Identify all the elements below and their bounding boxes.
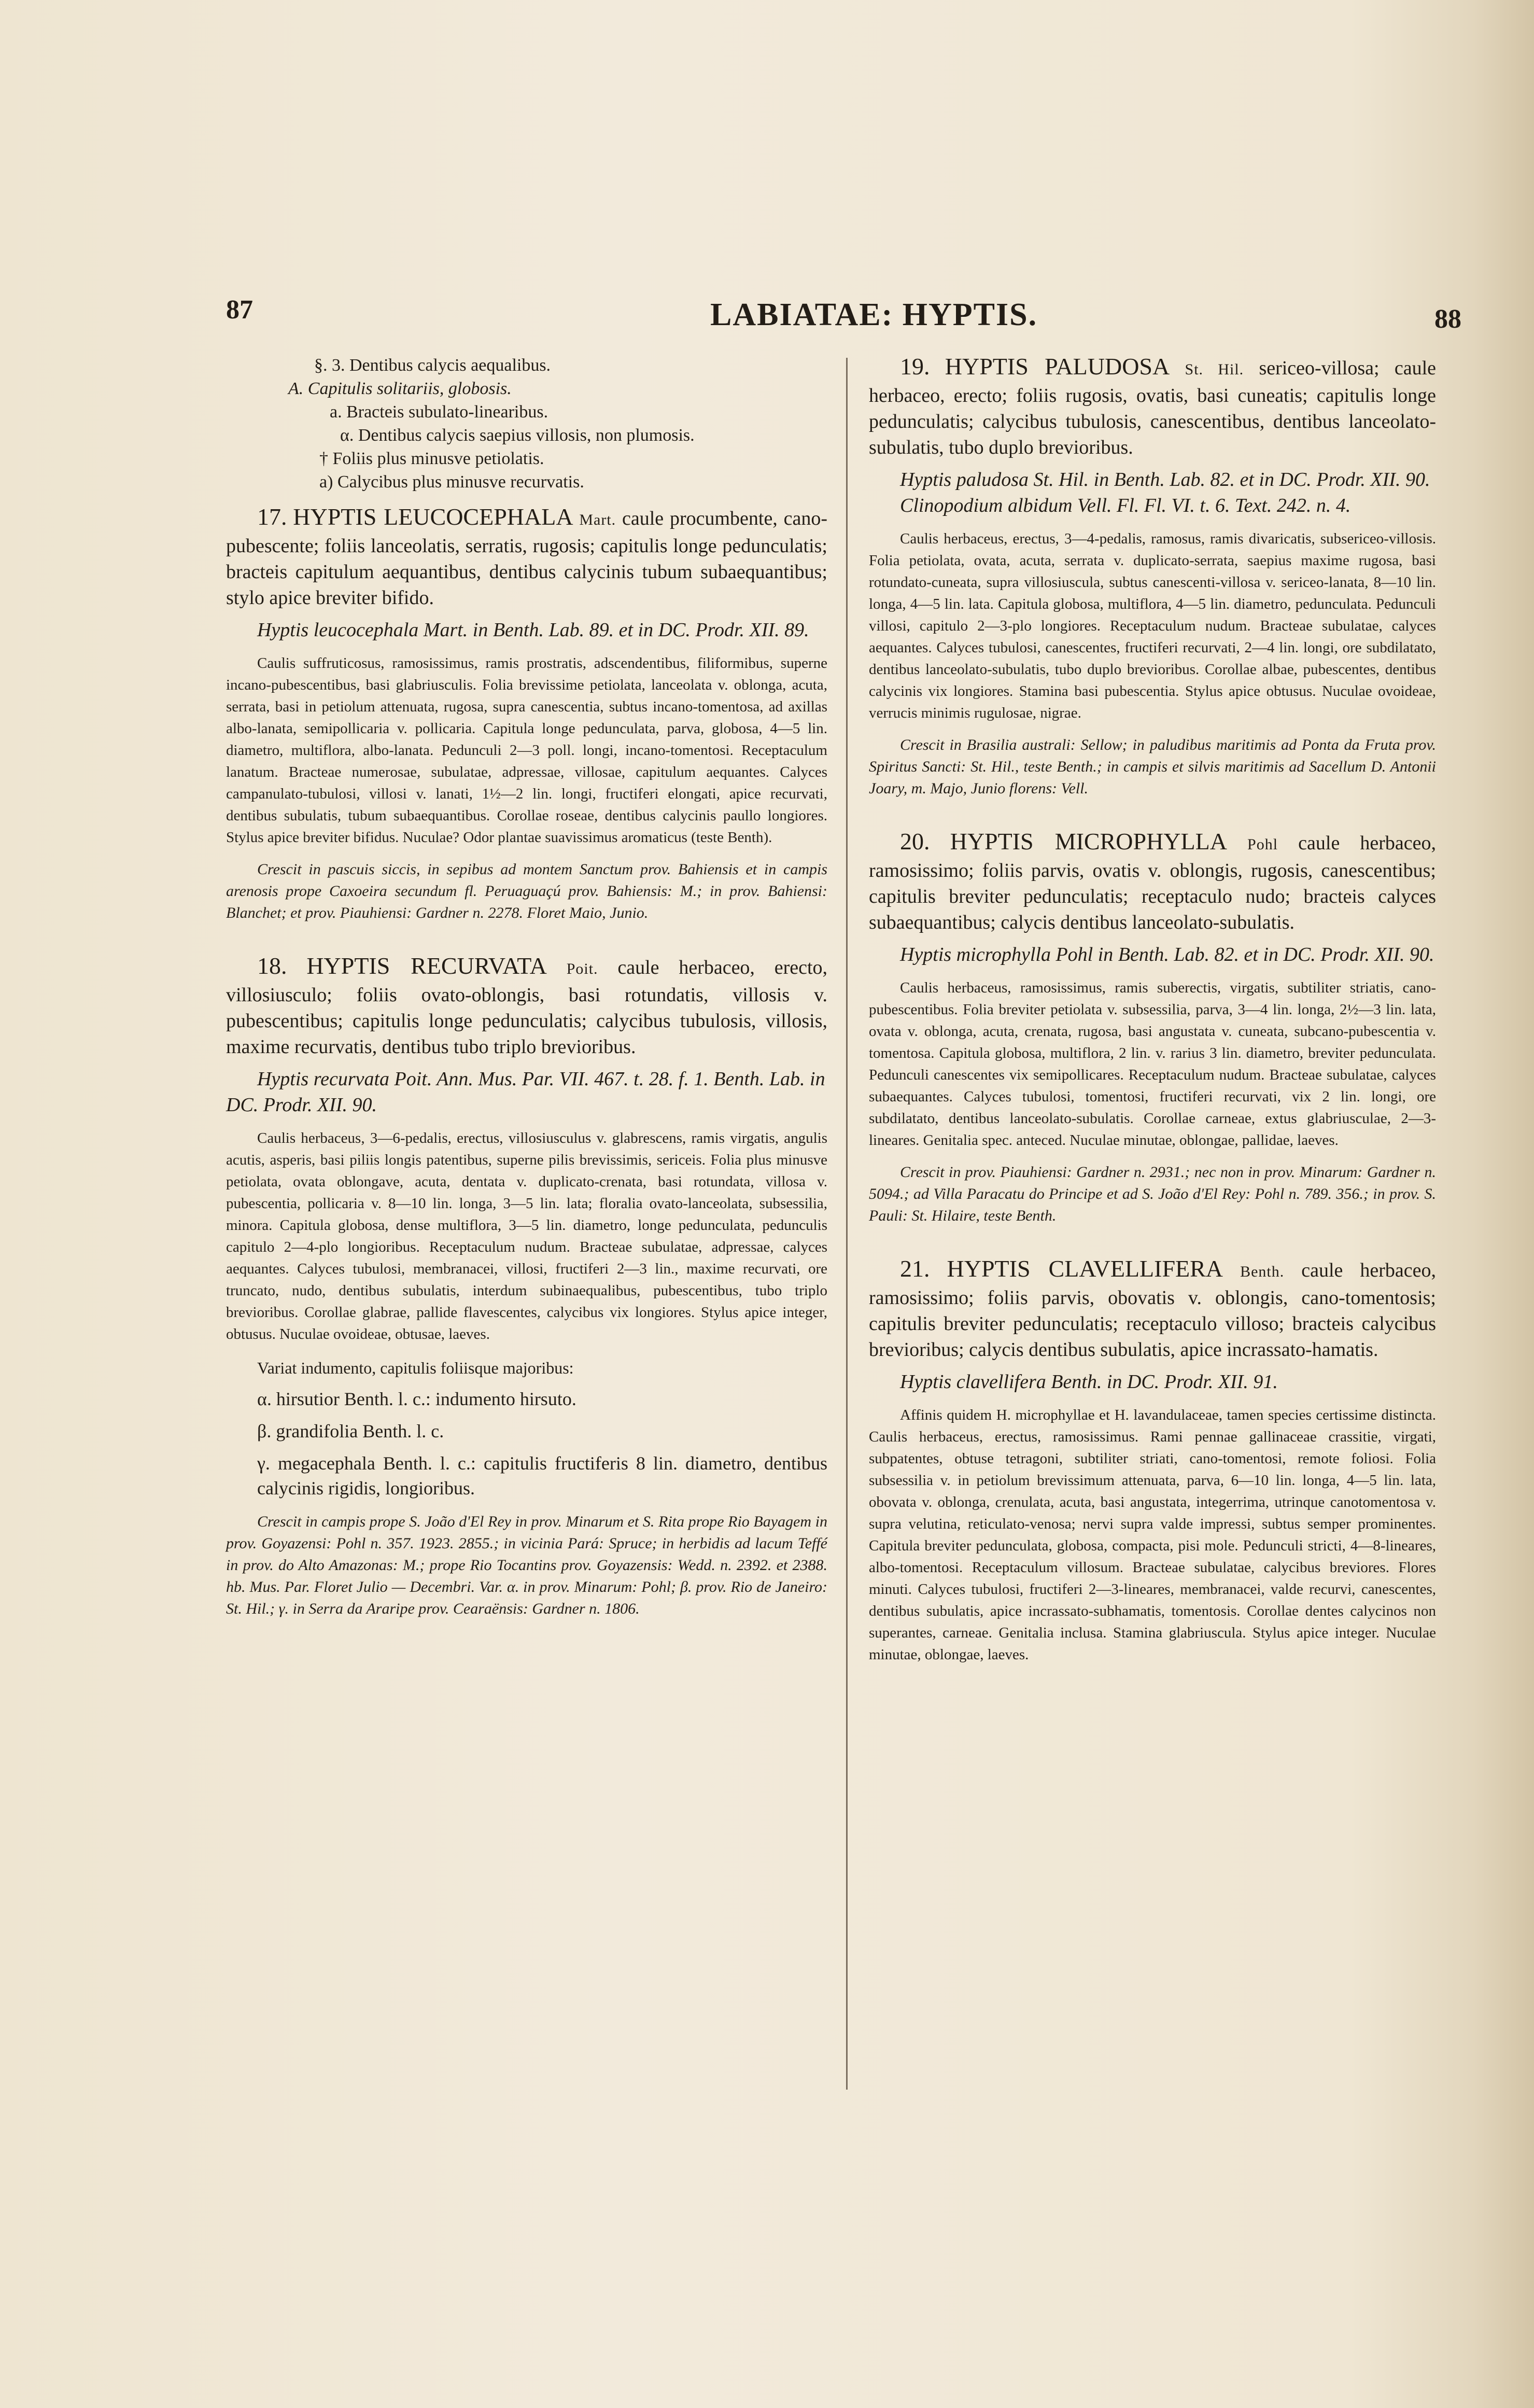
- habitat-18: Crescit in campis prope S. João d'El Rey in prov. Minarum et S. Rita prope Rio Bayagem in prov. Goyazensi: Pohl n. 357. 1923. 2855.; in vicinia Pará: Spruce; in herbidis ad lacum Teffé in prov. do Alto Amazonas: M.; prope Rio Tocantins prov. Goyazensis: Wedd. n. 2392. et 2388. hb. Mus. Par. Floret Julio — Decembri. Var. α. in prov. Minarum: Pohl; β. prov. Rio de Janeiro: St. Hil.; γ. in Serra da Araripe prov. Cearaënsis: Gardner n. 1806.: [226, 1513, 827, 1617]
- species-author: St. Hil.: [1185, 361, 1244, 378]
- habitat-20: Crescit in prov. Piauhiensi: Gardner n. 2931.; nec non in prov. Minarum: Gardner n. 5094.; ad Villa Paracatu do Principe et ad S. João d'El Rey: Pohl n. 789. 356.; in prov. S. Pauli: St. Hilaire, teste Benth.: [869, 1164, 1436, 1224]
- synonymy-21: Hyptis clavellifera Benth. in DC. Prodr. XII. 91.: [900, 1371, 1278, 1393]
- species-number: 20.: [900, 828, 930, 855]
- species-author: Poit.: [566, 960, 598, 977]
- subdivision-heading: α. Dentibus calycis saepius villosis, non plumosis.: [340, 426, 695, 445]
- subdivision-heading: † Foliis plus minusve petiolatis.: [319, 449, 544, 468]
- habitat-19: Crescit in Brasilia australi: Sellow; in paludibus maritimis ad Ponta da Fruta prov. Spiritus Sancti: St. Hil., teste Benth.; in campis et silvis maritimis ad Sacellum D. Antonii Joary, m. Majo, Junio florens: Vell.: [869, 736, 1436, 797]
- species-diagnosis-21: [869, 1256, 1436, 1363]
- species-number: 19.: [900, 353, 930, 380]
- diagnosis-text: caule herbaceo, ramosissimo; foliis parvis, obovatis v. oblongis, cano-tomentosis; capitulis breviter pedunculatis; receptaculo villoso; bracteis calycibus brevioribus; calycis dentibus subulatis, apice incrassato-hamatis.: [869, 1259, 1437, 1361]
- species-diagnosis-17: [226, 504, 827, 611]
- species-name: HYPTIS RECURVATA: [306, 953, 547, 979]
- synonymy-19b: Clinopodium albidum Vell. Fl. Fl. VI. t. 6. Text. 242. n. 4.: [900, 495, 1351, 516]
- diagnosis-text: caule herbaceo, erecto, villosiusculo; foliis ovato-oblongis, basi rotundatis, villosis v. pubescentibus; capitulis longe pedunculatis; calycibus tubulosis, villosis, maxime recurvatis, dentibus tubo triplo brevioribus.: [226, 957, 828, 1058]
- left-page-number: 87: [226, 295, 253, 325]
- description-17: Caulis suffruticosus, ramosissimus, ramis prostratis, adscendentibus, filiformibus, superne incano-pubescentibus, basi glabriusculis. Folia brevissime petiolata, lanceolata v. oblonga, acuta, serrata, basi in petiolum attenuata, rugosa, supra canescentia, subtus incano-tomentosa, ad axillas albo-lanata, semipollicaria v. pollicaria. Capitula longe pedunculata, parva, globosa, 4—5 lin. diametro, multiflora, albo-lanata. Pedunculi 2—3 poll. longi, incano-tomentosi. Receptaculum lanatum. Bracteae numerosae, subulatae, adpressae, villosae, capitulum aequantes. Calyces campanulato-tubulosi, villosi v. lanati, 1½—2 lin. longi, fructiferi elongati, apice recurvati, dentibus subulatis, tubum subaequantibus. Corollae roseae, dentibus calycinis paullo longiores. Stylus apice breviter bifidus. Nuculae? Odor plantae suavissimus aromaticus (teste Benth).: [226, 655, 827, 846]
- section-heading: §. 3. Dentibus calycis aequalibus.: [314, 356, 551, 375]
- description-18: Caulis herbaceus, 3—6-pedalis, erectus, villosiusculus v. glabrescens, ramis virgatis, angulis acutis, asperis, basi piliis longis patentibus, superne pilis brevissimis, sericeis. Folia plus minusve petiolata, ovata oblongave, acuta, dentata v. duplicato-crenata, basi rotundata, villosa v. pubescentia, pollicaria v. 8—10 lin. longa, 3—5 lin. lata; floralia ovato-lanceolata, subsessilia, minora. Capitula globosa, dense multiflora, 3—5 lin. diametro, longe pedunculata, pedunculis capitulo 2—4-plo longioribus. Receptaculum nudum. Bracteae subulatae, adpressae, calyces aequantes. Calyces tubulosi, membranacei, villosi, fructiferi 2—3 lin., maxime recurvati, ore truncato, nudo, dentibus subulatis, interdum subinaequalibus, pubescentibus, tubo triplo brevioribus. Corollae glabrae, pallide flavescentes, calycibus vix longiores. Stylus apice integer, obtusus. Nuculae ovoideae, obtusae, laeves.: [226, 1130, 827, 1342]
- description-19: Caulis herbaceus, erectus, 3—4-pedalis, ramosus, ramis divaricatis, subsericeo-villosis. Folia petiolata, ovata, acuta, serrata v. duplicato-serrata, saepius maxime rugosa, basi rotundato-cuneata, supra villosiuscula, subtus canescenti-villosa v. sericeo-lanata, 8—10 lin. longa, 4—5 lin. lata. Capitula globosa, multiflora, 4—5 lin. diametro, pedunculata. Pedunculi villosi, capitulo 2—3-plo longiores. Receptaculum nudum. Bracteae subulatae, calyces aequantes. Calyces tubulosi, canescentes, fructiferi recurvati, 2—4 lin. longi, ore subdilatato, dentibus lanceolato-subulatis, tubo duplo brevioribus. Corollae albae, pubescentes, dentibus calycinis vix longiores. Stamina basi pubescentia. Stylus apice obtusus. Nuculae ovoideae, verrucis minimis rugulosae, nigrae.: [869, 530, 1436, 721]
- diagnosis-text: caule herbaceo, ramosissimo; foliis parvis, ovatis v. oblongis, rugosis, canescentibus; capitulis breviter pedunculatis; receptaculo nudo; bracteis calyces subaequantibus; calycis dentibus lanceolato-subulatis.: [869, 832, 1437, 933]
- species-diagnosis-18: [226, 953, 827, 1060]
- synonymy-18: Hyptis recurvata Poit. Ann. Mus. Par. VII. 467. t. 28. f. 1. Benth. Lab. in DC. Prodr. XII. 90.: [226, 1068, 825, 1116]
- species-number: 21.: [900, 1255, 930, 1282]
- variety-intro: Variat indumento, capitulis foliisque majoribus:: [257, 1359, 574, 1377]
- diagnosis-text: caule procumbente, cano-pubescente; foliis lanceolatis, serratis, rugosis; capitulis longe pedunculatis; bracteis capitulum aequantibus, dentibus calycinis tubum subaequantibus; stylo apice breviter bifido.: [226, 508, 827, 609]
- species-author: Pohl: [1247, 836, 1278, 853]
- variety-beta: β. grandifolia Benth. l. c.: [257, 1421, 444, 1441]
- synonymy-20: Hyptis microphylla Pohl in Benth. Lab. 82. et in DC. Prodr. XII. 90.: [900, 944, 1434, 965]
- species-name: HYPTIS PALUDOSA: [945, 353, 1170, 380]
- species-name: HYPTIS LEUCOCEPHALA: [293, 503, 573, 530]
- diagnosis-text: sericeo-villosa; caule herbaceo, erecto; foliis rugosis, ovatis, basi cuneatis; capitulis longe pedunculatis; calycibus tubulosis, canescentibus, dentibus lanceolato-subulatis, tubo duplo brevioribus.: [869, 357, 1437, 458]
- division-heading: A. Capitulis solitariis, globosis.: [288, 379, 512, 398]
- species-diagnosis-20: [869, 829, 1436, 935]
- synonymy-19a: Hyptis paludosa St. Hil. in Benth. Lab. 82. et in DC. Prodr. XII. 90.: [900, 469, 1430, 491]
- species-author: Mart.: [579, 511, 616, 528]
- left-column: [226, 354, 827, 1620]
- species-number: 17.: [257, 503, 287, 530]
- description-20: Caulis herbaceus, ramosissimus, ramis suberectis, virgatis, subtiliter striatis, cano-pubescentibus. Folia breviter petiolata v. subsessilia, parva, 3—4 lin. longa, 2½—3 lin. lata, ovata v. oblonga, acuta, crenata, rugosa, basi angustata v. cuneata, subcano-pubescentia v. tomentosa. Capitula globosa, multiflora, 2 lin. v. rarius 3 lin. diametro, breviter pedunculata. Pedunculi canescentes vix semipollicares. Receptaculum nudum. Bracteae subulatae, calyces subaequantes. Calyces tubulosi, tomentosi, fructiferi recurvati, vix 2 lin. longi, ore subdilatato, dentibus lanceolato-subulatis. Corollae carneae, extus glabriusculae, 2—3-lineares. Genitalia spec. anteced. Nuculae minutae, oblongae, pallidae, laeves.: [869, 979, 1436, 1149]
- species-number: 18.: [257, 953, 287, 979]
- description-21: Affinis quidem H. microphyllae et H. lavandulaceae, tamen species certissime distincta. Caulis herbaceus, erectus, ramosissimus. Rami pennae gallinaceae crassitie, virgati, subpatentes, obtuse tetragoni, subtiliter striati, cano-tomentosi, remote foliosi. Folia subsessilia v. in petiolum brevissimum attenuata, parva, 6—10 lin. longa, 4—5 lin. lata, obovata v. oblonga, crenulata, acuta, basi angustata, integerrima, utrinque canotomentosa v. supra velutina, reticulato-venosa; nervi supra valde impressi, subtus semper prominentes. Capitula breviter pedunculata, globosa, compacta, pisi mole. Pedunculi stricti, 4—8-lineares, albo-tomentosi. Receptaculum villosum. Bracteae subulatae, calycibus breviores. Flores minuti. Calyces tubulosi, fructiferi 2—3-lineares, membranacei, valde recurvi, canescentes, dentibus subulatis, apice incrassato-subhamatis, tomentosis. Corollae dentes calycinos non superantes, carneae. Genitalia inclusa. Stamina glabriuscula. Stylus apice integer. Nuculae minutae, oblongae, laeves.: [869, 1407, 1436, 1663]
- species-diagnosis-19: [869, 354, 1436, 460]
- species-author: Benth.: [1240, 1263, 1285, 1280]
- species-name: HYPTIS CLAVELLIFERA: [947, 1255, 1223, 1282]
- variety-gamma: γ. megacephala Benth. l. c.: capitulis fructiferis 8 lin. diametro, dentibus calycinis rigidis, longioribus.: [257, 1453, 827, 1499]
- column-divider: [846, 358, 848, 2090]
- running-title: LABIATAE: HYPTIS.: [710, 297, 1038, 332]
- right-page-number: 88: [1434, 304, 1461, 334]
- synonymy-17: Hyptis leucocephala Mart. in Benth. Lab. 89. et in DC. Prodr. XII. 89.: [257, 619, 809, 641]
- right-column: [869, 354, 1436, 1665]
- species-name: HYPTIS MICROPHYLLA: [950, 828, 1227, 855]
- habitat-17: Crescit in pascuis siccis, in sepibus ad montem Sanctum prov. Bahiensis et in campis arenosis prope Caxoeira secundum fl. Peruaguaçú prov. Bahiensis: M.; in prov. Bahiensi: Blanchet; et prov. Piauhiensi: Gardner n. 2278. Floret Maio, Junio.: [226, 861, 827, 921]
- variety-alpha: α. hirsutior Benth. l. c.: indumento hirsuto.: [257, 1389, 576, 1409]
- subdivision-heading: a. Bracteis subulato-linearibus.: [330, 402, 548, 422]
- subdivision-heading: a) Calycibus plus minusve recurvatis.: [319, 472, 584, 492]
